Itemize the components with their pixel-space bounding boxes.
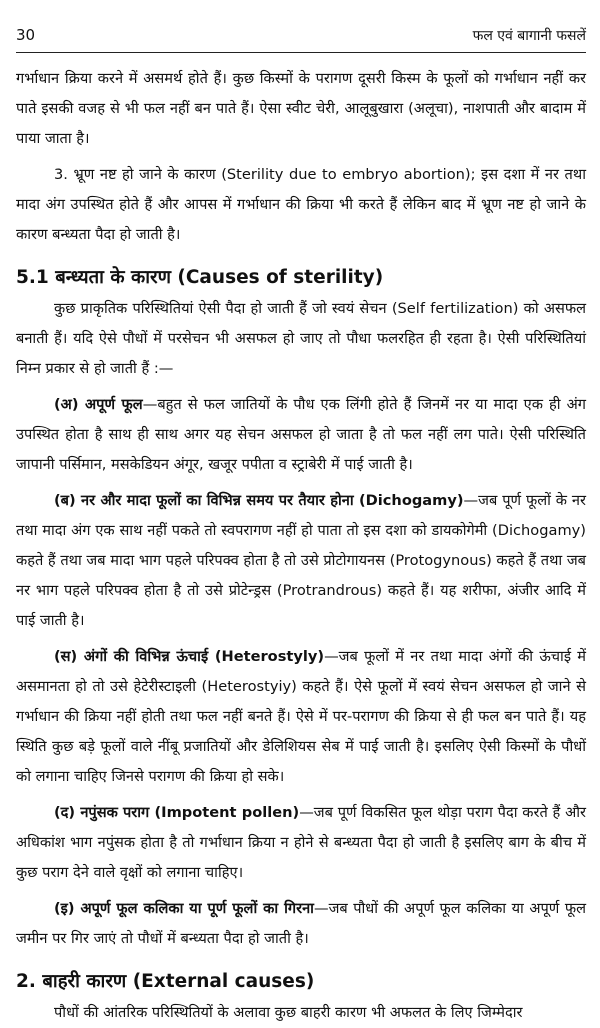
list-item [16,798,586,888]
list-item-text: —जब फूलों में नर तथा मादा अंगों की ऊंचाई में असमानता हो तो उसे हेटेरीस्टाइली (Heterostyiy) कहते हैं। ऐसे फूलों में स्वयं सेचन असफल हो जाने से गर्भाधान की क्रिया नहीं होती तथा फल नहीं बनते हैं। ऐसे में पर-परागण की क्रिया से ही फल बन पाते हैं। यह स्थिति कुछ बड़े फूलों वाले नींबू प्रजातियों और डेलिशियस सेब में पाई जाती है। इसलिए ऐसी किस्मों के पौधों को लगाना चाहिए जिनसे परागण की क्रिया हो सके। [16,648,587,785]
list-item [16,390,586,480]
section-intro-paragraph: कुछ प्राकृतिक परिस्थितियां ऐसी पैदा हो जाती हैं जो स्वयं सेचन (Self fertilization) को असफल बनाती हैं। यदि ऐसे पौधों में परसेचन भी असफल हो जाए तो पौधा फलरहित ही रहता है। ऐसी परिस्थितियां निम्न प्रकार से हो जाती हैं :— [16,300,586,377]
list-item [16,642,586,792]
list-item-label: (ब) नर और मादा फूलों का विभिन्न समय पर तैयार होना (Dichogamy) [54,492,464,509]
list-item-label: (स) अंगों की विभिन्न ऊंचाई (Heterostyly) [54,648,325,665]
section-heading-causes-of-sterility: 5.1 बन्ध्यता के कारण (Causes of sterility) [16,267,384,288]
page-number: 30 [16,26,36,44]
running-title: फल एवं बागानी फसलें [472,28,586,44]
list-item-label: (इ) अपूर्ण फूल कलिका या पूर्ण फूलों का गिरना [54,900,314,917]
list-item-text: —जब पौधों की अपूर्ण फूल कलिका या अपूर्ण फूल जमीन पर गिर जाएं तो पौधों में बन्ध्यता पैदा हो जाती है। [16,900,586,947]
embryo-abortion-paragraph: 3. भ्रूण नष्ट हो जाने के कारण (Sterility due to embryo abortion); इस दशा में नर तथा मादा अंग उपस्थित होते हैं और आपस में गर्भाधान की क्रिया भी करते हैं लेकिन बाद में भ्रूण नष्ट हो जाने के कारण बन्ध्यता पैदा हो जाती है। [16,166,586,243]
list-item-text: —बहुत से फल जातियों के पौध एक लिंगी होते हैं जिनमें नर या मादा एक ही अंग उपस्थित होता है साथ ही साथ अगर यह सेचन असफल हो जाता है तो फल नहीं लग पाते। ऐसी परिस्थिति जापानी पर्सिमान, मसकेडियन अंगूर, खजूर पपीता व स्ट्राबेरी में पाई जाती है। [16,396,587,473]
list-item-text: —जब पूर्ण फूलों के नर तथा मादा अंग एक साथ नहीं पकते तो स्वपरागण नहीं हो पाता तो इस दशा को डायकोगेमी (Dichogamy) कहते हैं तथा जब मादा भाग पहले परिपक्व होता है तो उसे प्रोटोगायनस (Protogynous) कहते हैं तथा जब नर भाग पहले परिपक्व होता है तो उसे प्रोटेन्ड्रस (Protrandrous) कहते हैं। यह शरीफा, अंजीर आदि में पाई जाती है। [16,492,586,629]
continued-paragraph: गर्भाधान क्रिया करने में असमर्थ होते हैं। कुछ किस्मों के परागण दूसरी किस्म के फूलों को गर्भाधान नहीं कर पाते इसकी वजह से भी फल नहीं बन पाते हैं। ऐसा स्वीट चेरी, आलूबुखारा (अलूचा), नाशपाती और बादाम में पाया जाता है। [16,70,586,147]
list-item [16,486,586,636]
list-item-label: (द) नपुंसक पराग (Impotent pollen) [54,804,300,821]
page-header [16,26,586,53]
page-body [16,64,586,1028]
list-item-text: —जब पूर्ण विकसित फूल थोड़ा पराग पैदा करते हैं और अधिकांश भाग नपुंसक होता है तो गर्भाधान क्रिया न होने से बन्ध्यता पैदा हो जाती है इसलिए बाग के बीच में कुछ पराग देने वाले वृक्षों को लगाना चाहिए। [16,804,586,881]
list-item [16,894,586,954]
section-heading-external-causes: 2. बाहरी कारण (External causes) [16,971,315,992]
external-causes-paragraph: पौधों की आंतरिक परिस्थितियों के अलावा कुछ बाहरी कारण भी अफलत के लिए जिम्मेदार [54,1004,523,1021]
list-item-label: (अ) अपूर्ण फूल [54,396,143,413]
